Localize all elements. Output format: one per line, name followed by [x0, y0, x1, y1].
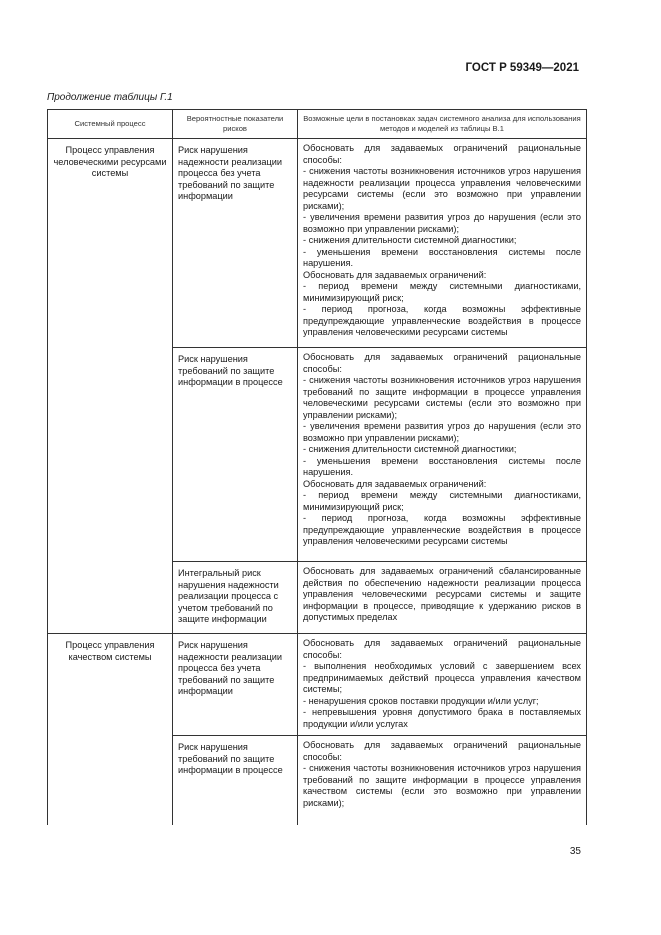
process-cell: Процесс управления человеческими ресурсами системы — [48, 139, 173, 634]
goal-line: Обосновать для задаваемых ограничений: — [303, 478, 487, 489]
goals-cell — [298, 736, 587, 826]
process-cell: Процесс управления качеством системы — [48, 634, 173, 826]
page-number: 35 — [569, 846, 581, 857]
goal-line: - увеличения времени развития угроз до нарушения (если это возможно при управлении рисками); — [303, 212, 581, 234]
goals-cell — [298, 562, 587, 634]
goal-line: Обосновать для задаваемых ограничений: — [303, 269, 487, 280]
indicator-cell: Риск нарушения требований по защите информации в процессе — [173, 736, 298, 826]
goal-line: Обосновать для задаваемых ограничений сбалансированные действия по обеспечению надежности реализации процесса управления человеческими ресурсами системы и защите информации в процессе, приводящие к удержанию рисков в допустимых пределах — [303, 566, 581, 622]
standard-header: ГОСТ Р 59349—2021 — [465, 62, 579, 74]
goal-line: - увеличения времени развития угроз до нарушения (если это возможно при управлении рисками); — [303, 421, 581, 443]
goals-cell — [298, 348, 587, 562]
goal-line: Обосновать для задаваемых ограничений рациональные способы: — [303, 143, 581, 165]
goal-line: - непревышения уровня допустимого брака в поставляемых продукции и/или услугах — [303, 707, 581, 729]
goal-line: Обосновать для задаваемых ограничений рациональные способы: — [303, 740, 581, 762]
indicator-cell: Риск нарушения надежности реализации процесса без учета требований по защите информации — [173, 634, 298, 736]
table-row — [48, 634, 587, 736]
indicator-cell: Риск нарушения требований по защите информации в процессе — [173, 348, 298, 562]
goal-line: Обосновать для задаваемых ограничений рациональные способы: — [303, 638, 581, 660]
goals-cell — [298, 139, 587, 348]
goal-line: - период прогноза, когда возможны эффективные предупреждающие управленческие воздействия в процессе управления человеческими ресурсами системы — [303, 513, 581, 546]
goal-line: - снижения длительности системной диагностики; — [303, 444, 517, 454]
goal-line: - уменьшения времени восстановления системы после нарушения. — [303, 455, 581, 477]
table-row — [48, 139, 587, 348]
goal-line: - период времени между системными диагностиками, минимизирующий риск; — [303, 490, 581, 512]
column-header-process: Системный процесс — [48, 110, 173, 139]
goal-line: - период времени между системными диагностиками, минимизирующий риск; — [303, 281, 581, 303]
goal-line: - ненарушения сроков поставки продукции и/или услуг; — [303, 695, 539, 706]
table-header-row — [48, 110, 587, 139]
risk-table — [47, 109, 587, 825]
column-header-indicator: Вероятностные показатели рисков — [173, 110, 298, 139]
indicator-cell: Риск нарушения надежности реализации процесса без учета требований по защите информации — [173, 139, 298, 348]
goal-line: Обосновать для задаваемых ограничений рациональные способы: — [303, 352, 581, 374]
goal-line: - уменьшения времени восстановления системы после нарушения. — [303, 246, 581, 268]
goal-line: - выполнения необходимых условий с завершением всех предпринимаемых действий процесса управления качеством системы; — [303, 661, 581, 694]
column-header-goals: Возможные цели в постановках задач системного анализа для использования методов и моделей из таблицы В.1 — [298, 110, 587, 139]
goal-line: - снижения частоты возникновения источников угроз нарушения требований по защите информации в процессе управления человеческими ресурсами системы (если это возможно при управлении рисками); — [303, 375, 581, 420]
goal-line: - период прогноза, когда возможны эффективные предупреждающие управленческие воздействия в процессе управления человеческими ресурсами системы — [303, 304, 581, 337]
goals-cell — [298, 634, 587, 736]
goal-line: - снижения частоты возникновения источников угроз нарушения требований по защите информации в процессе управления качеством системы (если это возможно при управлении рисками); — [303, 763, 581, 808]
indicator-cell: Интегральный риск нарушения надежности реализации процесса с учетом требований по защите информации — [173, 562, 298, 634]
goal-line: - снижения частоты возникновения источников угроз нарушения надежности реализации процесса управления человеческими ресурсами системы (если это возможно при управлении рисками); — [303, 166, 581, 211]
goal-line: - снижения длительности системной диагностики; — [303, 235, 517, 245]
table-caption: Продолжение таблицы Г.1 — [47, 92, 173, 103]
